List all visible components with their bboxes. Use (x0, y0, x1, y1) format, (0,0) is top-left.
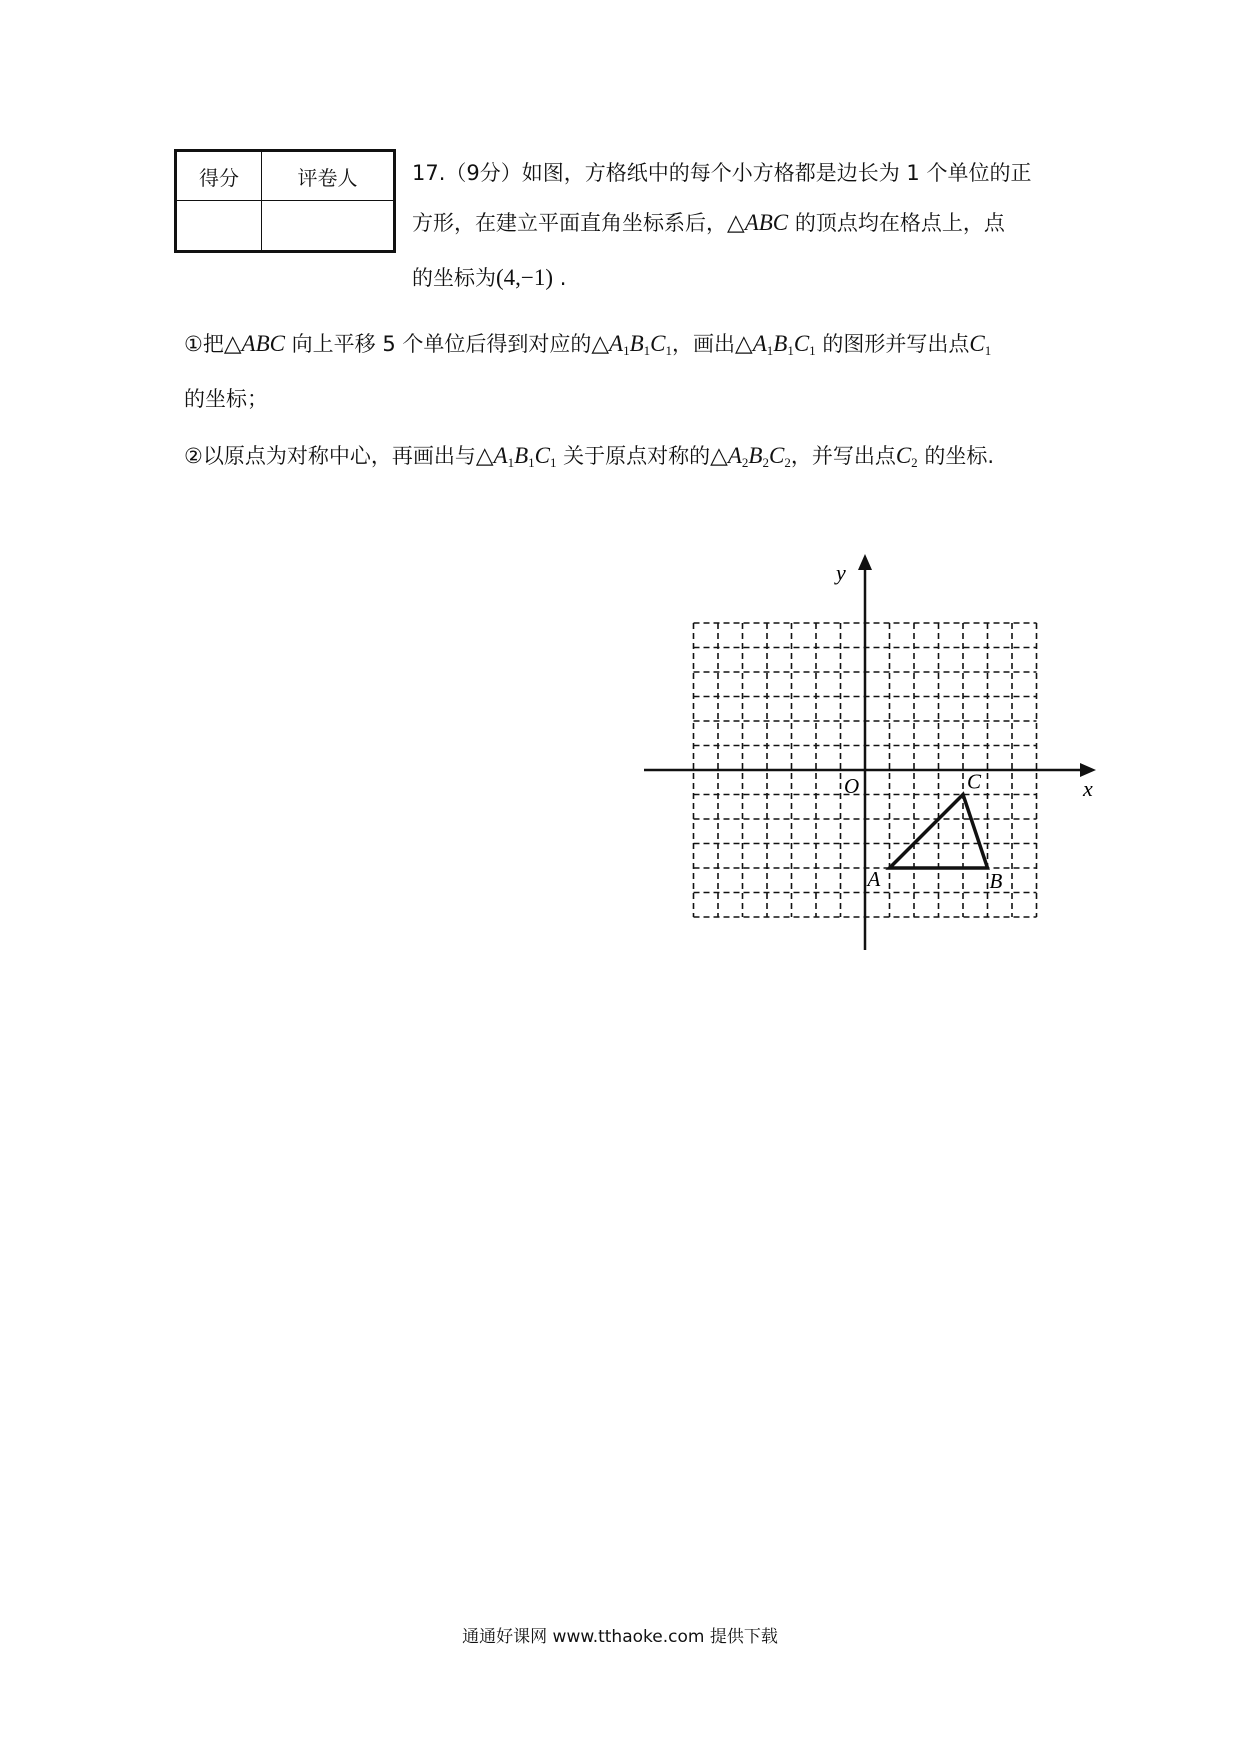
triangle-abc: △ABC (223, 331, 285, 356)
origin-label: O (844, 774, 860, 798)
question-line-2 (412, 208, 1005, 238)
triangle-abc: △ABC (727, 210, 789, 235)
part1-line-1 (184, 329, 991, 366)
part2-text: 关于原点对称的 (556, 444, 711, 468)
x-axis-arrow-icon (1080, 763, 1096, 777)
grader-label: 评卷人 (262, 151, 395, 201)
vertex-labels (866, 770, 1003, 894)
question-text: . (553, 266, 567, 290)
vertex-label-a: A (867, 867, 881, 891)
y-axis-arrow-icon (858, 554, 872, 570)
part1-text: 向上平移 5 个单位后得到对应的 (284, 332, 592, 356)
coordinate-grid-figure (630, 550, 1100, 970)
part1-line-2: 的坐标； (184, 387, 268, 411)
question-text: 的顶点均在格点上，点 (788, 211, 1005, 235)
score-label: 得分 (176, 151, 262, 201)
score-table (174, 149, 396, 253)
point-c2: $C_2$ (895, 443, 918, 470)
question-line-3 (412, 263, 566, 293)
vertex-label-c: C (967, 769, 982, 794)
part1-text: 的图形并写出点 (815, 332, 970, 356)
part2-text: ②以原点为对称中心，再画出与 (184, 444, 476, 468)
part2-text: 的坐标. (917, 444, 995, 468)
vertex-label-b: B (989, 869, 1003, 893)
part2-line (184, 441, 994, 478)
y-axis-label: y (836, 560, 846, 585)
score-cell[interactable] (176, 201, 262, 252)
x-axis-label: x (1083, 776, 1093, 801)
grader-cell[interactable] (262, 201, 395, 252)
footer-text: 通通好课网 www.tthaoke.com 提供下载 (462, 1627, 778, 1647)
question-line-1: 17.（9分）如图，方格纸中的每个小方格都是边长为 1 个单位的正 (412, 161, 1032, 185)
point-c1: $C_1$ (969, 331, 992, 358)
part1-text: ①把 (184, 332, 224, 356)
triangle-a1b1c1: $\triangle A_1B_1C_1$ (475, 443, 557, 470)
triangle-a1b1c1: $\triangle A_1B_1C_1$ (591, 331, 673, 358)
question-text: 的坐标为 (412, 266, 496, 290)
question-text: 方形，在建立平面直角坐标系后， (412, 211, 727, 235)
coordinate: (4,−1) (496, 265, 554, 290)
triangle-a1b1c1: $\triangle A_1B_1C_1$ (735, 331, 816, 358)
part1-text: ，画出 (672, 332, 736, 356)
triangle-a2b2c2: $\triangle A_2B_2C_2$ (710, 443, 791, 470)
part2-text: ，并写出点 (790, 444, 896, 468)
